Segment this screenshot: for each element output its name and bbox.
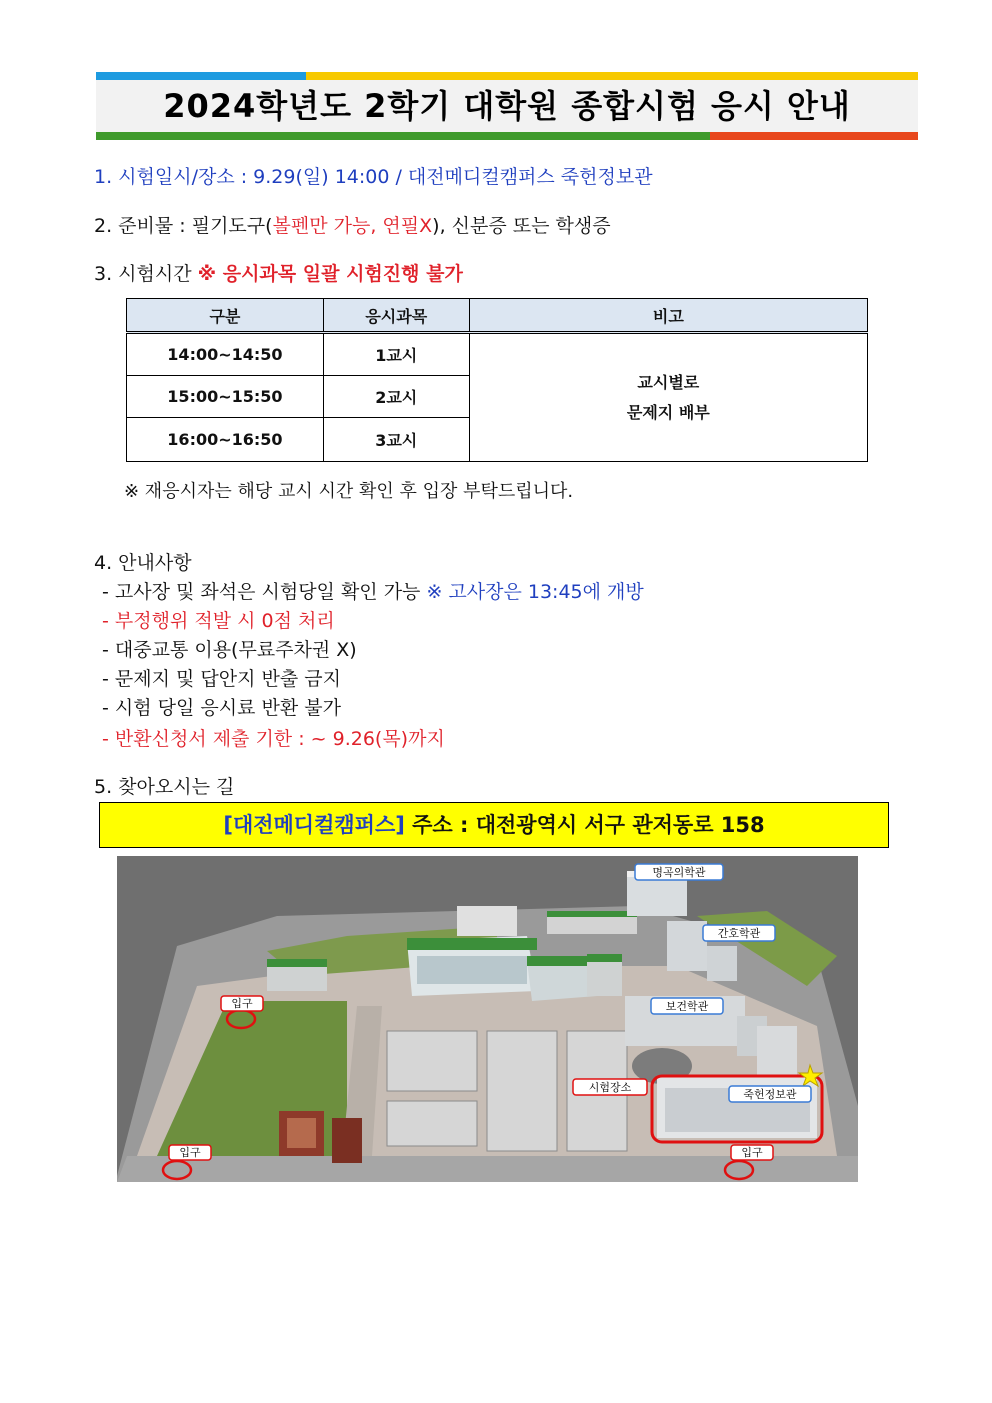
item-2-supplies — [94, 211, 611, 238]
title-banner — [96, 72, 918, 140]
retake-note: ※ 재응시자는 해당 교시 시간 확인 후 입장 부탁드립니다. — [124, 481, 574, 502]
label-nursing: 간호학관 — [717, 927, 761, 940]
cell-subject: 2교시 — [323, 376, 469, 418]
address-text: 주소 : 대전광역시 서구 관저동로 158 — [404, 813, 765, 837]
campus-map — [117, 856, 858, 1182]
header-subject: 응시과목 — [323, 299, 469, 333]
page-title: 2024학년도 2학기 대학원 종합시험 응시 안내 — [163, 87, 851, 125]
remark-line-1: 교시별로 — [637, 372, 700, 392]
notice-line-1-text: - 고사장 및 좌석은 시험당일 확인 가능 — [102, 581, 427, 603]
label-myeonggok: 명곡의학관 — [652, 866, 706, 879]
cell-subject: 3교시 — [323, 418, 469, 462]
label-entrance-1: 입구 — [231, 997, 253, 1010]
item-2-pen-note: 볼펜만 가능, 연필X — [272, 215, 433, 237]
cell-remark — [469, 333, 867, 462]
notice-line-6: - 반환신청서 제출 기한 : ~ 9.26(목)까지 — [102, 728, 445, 750]
item-3-label: 3. 시험시간 — [94, 263, 198, 285]
notice-line-3: - 대중교통 이용(무료주차권 X) — [102, 639, 357, 661]
item-2-tail: ), 신분증 또는 학생증 — [432, 215, 611, 237]
item-2-label: 2. 준비물 : 필기도구( — [94, 215, 273, 237]
address-campus: [대전메디컬캠퍼스] — [223, 813, 405, 837]
item-4-heading: 4. 안내사항 — [94, 552, 192, 574]
cell-time: 14:00~14:50 — [127, 333, 324, 376]
label-entrance-3: 입구 — [741, 1146, 763, 1159]
cell-time: 15:00~15:50 — [127, 376, 324, 418]
notice-line-4: - 문제지 및 답안지 반출 금지 — [102, 668, 341, 690]
label-health: 보건학관 — [665, 1000, 709, 1013]
table-header-row — [127, 299, 868, 333]
notice-line-1-open-time: ※ 고사장은 13:45에 개방 — [426, 581, 644, 603]
notice-line-2: - 부정행위 적발 시 0점 처리 — [102, 610, 335, 632]
item-3-warning: ※ 응시과목 일괄 시험진행 불가 — [197, 263, 463, 285]
header-remark: 비고 — [469, 299, 867, 333]
notice-line-5: - 시험 당일 응시료 반환 불가 — [102, 697, 341, 719]
notice-line-1 — [102, 577, 644, 604]
address-box — [99, 802, 889, 848]
traditional-building — [279, 1111, 362, 1163]
table-row — [127, 333, 868, 376]
cell-subject: 1교시 — [323, 333, 469, 376]
cell-time: 16:00~16:50 — [127, 418, 324, 462]
exam-schedule-table — [126, 298, 868, 462]
label-exam-place: 시험장소 — [588, 1081, 632, 1094]
label-jukheon: 죽헌정보관 — [743, 1088, 797, 1101]
remark-line-2: 문제지 배부 — [626, 402, 710, 422]
item-5-heading: 5. 찾아오시는 길 — [94, 776, 235, 798]
header-category: 구분 — [127, 299, 324, 333]
title-bottom-stripe — [96, 132, 918, 140]
item-3-exam-time — [94, 259, 463, 286]
title-top-stripe — [96, 72, 918, 80]
label-entrance-2: 입구 — [179, 1146, 201, 1159]
item-1-schedule: 1. 시험일시/장소 : 9.29(일) 14:00 / 대전메디컬캠퍼스 죽헌정보관 — [94, 166, 653, 188]
